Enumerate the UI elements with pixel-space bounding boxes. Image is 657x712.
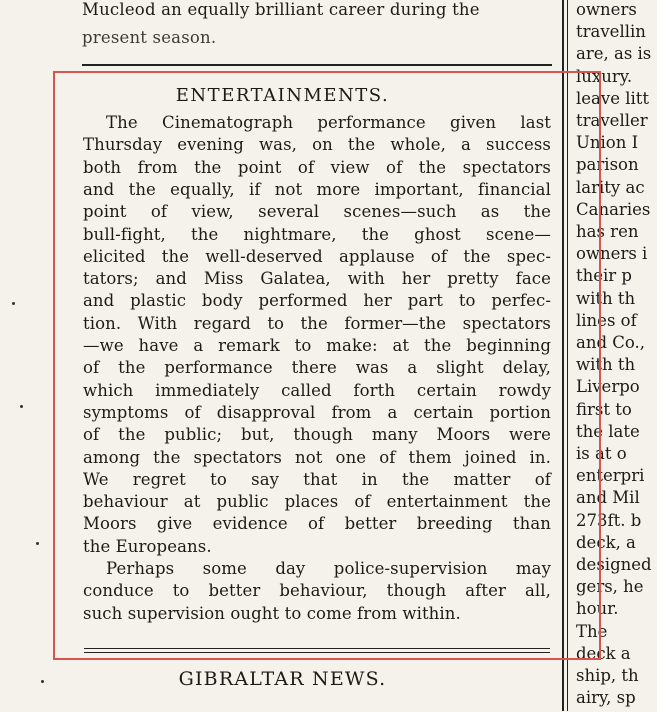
article-line: symptoms of disapproval from a certain portion bbox=[83, 402, 551, 422]
right-column-line: Canaries bbox=[576, 199, 651, 219]
article-line: Perhaps some day police-supervision may bbox=[106, 559, 551, 578]
ink-speck bbox=[12, 302, 15, 305]
article-line: behaviour at public places of entertainment the bbox=[83, 492, 551, 512]
article-line: Thursday evening was, on the whole, a success bbox=[83, 135, 551, 155]
article-line: and the equally, if not more important, financial bbox=[83, 179, 551, 199]
right-column-line: deck a bbox=[576, 643, 631, 663]
article-line: of the performance there was a slight delay, bbox=[83, 358, 551, 378]
right-column-line: 273ft. b bbox=[576, 510, 642, 530]
right-column-line: larity ac bbox=[576, 177, 645, 197]
article-line: Moors give evidence of better breeding than bbox=[83, 514, 551, 534]
article-line: such supervision ought to come from within. bbox=[83, 603, 461, 623]
right-column-line: hour. bbox=[576, 599, 619, 619]
right-column-line: lines of bbox=[576, 310, 637, 330]
right-column-line: owners i bbox=[576, 244, 648, 264]
next-section-heading: GIBRALTAR NEWS. bbox=[178, 668, 387, 690]
article-line: which immediately called forth certain rowdy bbox=[83, 380, 551, 400]
right-column-line: and Co., bbox=[576, 333, 646, 352]
ink-speck bbox=[36, 542, 39, 545]
selection-box bbox=[53, 71, 601, 660]
top-fragment-line: Mucleod an equally brilliant career during the bbox=[82, 0, 480, 19]
article-line: conduce to better behaviour, though after all, bbox=[83, 581, 551, 601]
cut-off-text-line bbox=[118, 693, 123, 712]
article-line: bull-fight, the nightmare, the ghost scene— bbox=[83, 224, 551, 244]
right-column-line: and Mil bbox=[576, 488, 640, 508]
article-line: The Cinematograph performance given last bbox=[106, 113, 551, 132]
right-column-line: traveller bbox=[576, 111, 648, 130]
right-column-line: ship, th bbox=[576, 666, 639, 685]
right-column-line: luxury. bbox=[576, 66, 633, 86]
section-divider bbox=[82, 64, 552, 66]
right-column-line: owners bbox=[576, 0, 637, 19]
article-line: the Europeans. bbox=[83, 536, 212, 556]
right-column-line: their p bbox=[576, 266, 632, 286]
article-line: —we have a remark to make: at the beginning bbox=[83, 336, 551, 355]
article-line: elicited the well-deserved applause of the spec- bbox=[83, 246, 551, 266]
right-column-line: gers, he bbox=[576, 577, 644, 597]
article-line: point of view, several scenes—such as the bbox=[83, 202, 551, 222]
right-column-line: the late bbox=[576, 421, 640, 441]
right-column-line: airy, sp bbox=[576, 688, 636, 708]
article-line: of the public; but, though many Moors were bbox=[83, 425, 551, 445]
right-column-line: Liverpo bbox=[576, 377, 640, 397]
article-line: among the spectators not one of them joined in. bbox=[83, 447, 551, 467]
right-column-line: first to bbox=[576, 399, 632, 419]
ink-speck bbox=[41, 680, 44, 683]
ink-speck bbox=[20, 405, 23, 408]
article-line: both from the point of view of the spectators bbox=[83, 157, 551, 177]
article-line: tators; and Miss Galatea, with her pretty face bbox=[83, 269, 551, 289]
right-column-line: with th bbox=[576, 355, 636, 375]
right-column-line: with th bbox=[576, 288, 636, 308]
article-line: tion. With regard to the former—the spectators bbox=[83, 313, 551, 333]
right-column-line: leave litt bbox=[576, 88, 650, 108]
right-column-line: designed bbox=[576, 555, 652, 574]
right-column-line: are, as is bbox=[576, 44, 652, 64]
right-column-line: is at o bbox=[576, 444, 627, 463]
right-column-line: deck, a bbox=[576, 532, 636, 552]
right-column-line: The bbox=[576, 621, 608, 641]
right-column-line: parison bbox=[576, 155, 639, 175]
article-line: and plastic body performed her part to perfec- bbox=[83, 291, 551, 311]
article-heading: ENTERTAINMENTS. bbox=[175, 85, 390, 106]
right-column-line: Union I bbox=[576, 133, 639, 153]
article-line: We regret to say that in the matter of bbox=[83, 469, 551, 489]
top-fragment-line: present season. bbox=[82, 28, 217, 47]
right-column-line: travellin bbox=[576, 22, 646, 42]
right-column-line: enterpri bbox=[576, 466, 645, 486]
right-column-line: has ren bbox=[576, 222, 639, 241]
